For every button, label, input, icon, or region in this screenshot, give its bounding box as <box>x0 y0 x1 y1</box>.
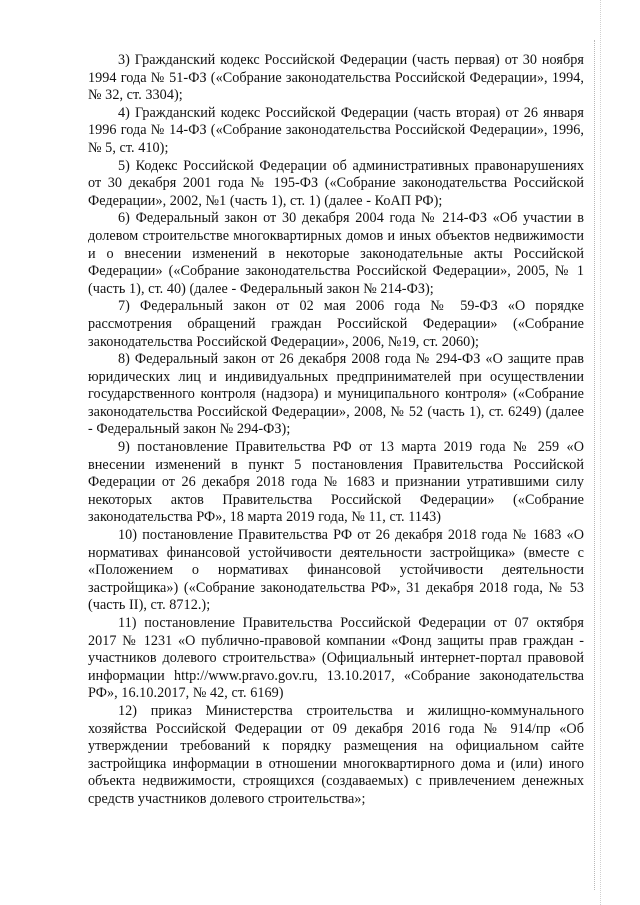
list-item: 6) Федеральный закон от 30 декабря 2004 года № 214-ФЗ «Об участии в долевом строительстве многоквартирных домов и иных объектов недвижимости и о внесении изменений в некоторые законодательные акты Российской Федерации» («Собрание законодательства Российской Федерации», 2005, № 1 (часть 1), ст. 40) (далее - Федеральный закон № 214-ФЗ); <box>88 210 584 297</box>
list-item: 5) Кодекс Российской Федерации об административных правонарушениях от 30 декабря 2001 года № 195-ФЗ («Собрание законодательства Российской Федерации», 2002, №1 (часть 1), ст. 1) (далее - КоАП РФ); <box>88 157 584 209</box>
list-item: 11) постановление Правительства Российской Федерации от 07 октября 2017 № 1231 «О публично-правовой компании «Фонд защиты прав граждан - участников долевого строительства» (Официальный интернет-портал правовой информации http://www.pravo.gov.ru, 13.10.2017, «Собрание законодательства РФ», 16.10.2017, № 42, ст. 6169) <box>88 615 584 702</box>
list-item: 3) Гражданский кодекс Российской Федерации (часть первая) от 30 ноября 1994 года № 51-ФЗ («Собрание законодательства Российской Федерации», 1994, № 32, ст. 3304); <box>88 52 584 104</box>
document-body <box>88 52 584 809</box>
list-item: 9) постановление Правительства РФ от 13 марта 2019 года № 259 «О внесении изменений в пункт 5 постановления Правительства Российской Федерации от 26 декабря 2018 года № 1683 и признании утратившими силу некоторых актов Правительства Российской Федерации» («Собрание законодательства РФ», 18 марта 2019 года, № 11, ст. 1143) <box>88 439 584 526</box>
list-item: 4) Гражданский кодекс Российской Федерации (часть вторая) от 26 января 1996 года № 14-ФЗ («Собрание законодательства Российской Федерации», 1996, № 5, ст. 410); <box>88 104 584 156</box>
scan-artifact-line <box>594 40 595 890</box>
scan-artifact-line <box>600 0 601 905</box>
list-item: 7) Федеральный закон от 02 мая 2006 года № 59-ФЗ «О порядке рассмотрения обращений граждан Российской Федерации» («Собрание законодательства Российской Федерации», 2006, №19, ст. 2060); <box>88 298 584 350</box>
list-item: 10) постановление Правительства РФ от 26 декабря 2018 года № 1683 «О нормативах финансовой устойчивости деятельности застройщика» (вместе с «Положением о нормативах финансовой устойчивости деятельности застройщика») («Собрание законодательства РФ», 31 декабря 2018 года, № 53 (часть II), ст. 8712.); <box>88 527 584 614</box>
list-item: 8) Федеральный закон от 26 декабря 2008 года № 294-ФЗ «О защите прав юридических лиц и индивидуальных предпринимателей при осуществлении государственного контроля (надзора) и муниципального контроля» («Собрание законодательства Российской Федерации», 2008, № 52 (часть 1), ст. 6249) (далее - Федеральный закон № 294-ФЗ); <box>88 351 584 438</box>
list-item: 12) приказ Министерства строительства и жилищно-коммунального хозяйства Российской Федерации от 09 декабря 2016 года № 914/пр «Об утверждении требований к порядку размещения на официальном сайте застройщика информации в отношении многоквартирного дома и (или) иного объекта недвижимости, строящихся (создаваемых) с привлечением денежных средств участников долевого строительства»; <box>88 702 584 807</box>
